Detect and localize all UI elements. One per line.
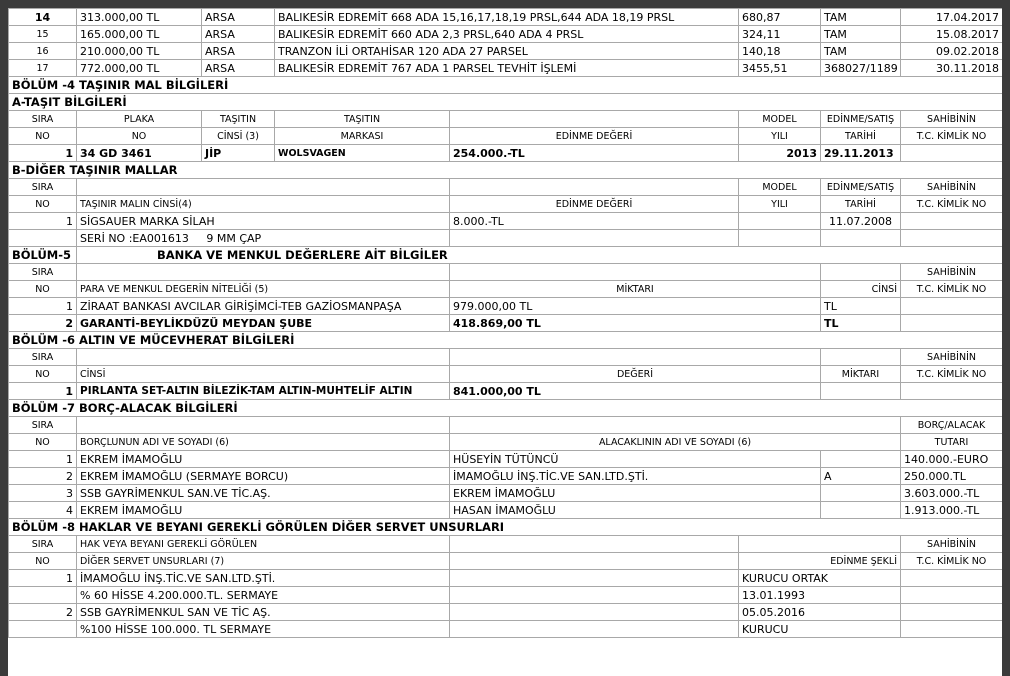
row-number: 17 bbox=[9, 60, 77, 77]
vehicle-row bbox=[9, 145, 1003, 162]
row-number: 2 bbox=[9, 468, 77, 485]
col-header-blank bbox=[450, 264, 821, 281]
col-header-no: NO bbox=[9, 366, 77, 383]
blank-cell bbox=[450, 230, 739, 247]
debt-mark: A bbox=[821, 468, 901, 485]
row-number: 2 bbox=[9, 315, 77, 332]
movable-tc bbox=[901, 213, 1002, 230]
vehicle-brand: WOLSVAGEN bbox=[275, 145, 450, 162]
subsection-title: B-DİĞER TAŞINIR MALLAR bbox=[9, 162, 1003, 179]
section-title: BÖLÜM -4 TAŞINIR MAL BİLGİLERİ bbox=[9, 77, 1003, 94]
rights-name: %100 HİSSE 100.000. TL SERMAYE bbox=[77, 621, 450, 638]
blank-cell bbox=[739, 230, 821, 247]
col-header-no: NO bbox=[9, 281, 77, 298]
rights-tc bbox=[901, 570, 1002, 587]
col-header-plaka-no: NO bbox=[77, 128, 202, 145]
debtor-name: EKREM İMAMOĞLU bbox=[77, 451, 450, 468]
gold-header-row-1 bbox=[9, 349, 1003, 366]
blank-cell bbox=[450, 621, 739, 638]
property-value: 313.000,00 TL bbox=[77, 9, 202, 26]
vehicle-plate: 34 GD 3461 bbox=[77, 145, 202, 162]
col-header-sahibinin: SAHİBİNİN bbox=[901, 264, 1002, 281]
property-value: 210.000,00 TL bbox=[77, 43, 202, 60]
col-header-blank bbox=[450, 553, 739, 570]
declaration-table bbox=[8, 8, 1002, 638]
movable-header-row-1 bbox=[9, 179, 1003, 196]
rights-header-row-2 bbox=[9, 553, 1003, 570]
col-header-blank bbox=[821, 349, 901, 366]
rights-header-row-1 bbox=[9, 536, 1003, 553]
property-type: ARSA bbox=[202, 26, 275, 43]
col-header-sira: SIRA bbox=[9, 264, 77, 281]
rights-how: KURUCU ORTAK bbox=[739, 570, 901, 587]
col-header-tarihi: TARİHİ bbox=[821, 196, 901, 213]
bank-tc bbox=[901, 315, 1002, 332]
section-title: BÖLÜM -8 HAKLAR VE BEYANI GEREKLİ GÖRÜLEN DİĞER SERVET UNSURLARI bbox=[9, 519, 1003, 536]
section-number: BÖLÜM-5 bbox=[9, 247, 77, 264]
col-header-model: MODEL bbox=[739, 179, 821, 196]
property-area: 140,18 bbox=[739, 43, 821, 60]
col-header-edinme-satis: EDİNME/SATIŞ bbox=[821, 179, 901, 196]
movable-serial bbox=[77, 230, 450, 247]
col-header-alacakli: ALACAKLININ ADI VE SOYADI (6) bbox=[450, 434, 901, 451]
row-number: 1 bbox=[9, 383, 77, 400]
col-header-edinme-satis: EDİNME/SATIŞ bbox=[821, 111, 901, 128]
debtor-name: EKREM İMAMOĞLU (SERMAYE BORCU) bbox=[77, 468, 450, 485]
col-header-sira: SIRA bbox=[9, 179, 77, 196]
col-header-sira: SIRA bbox=[9, 349, 77, 366]
gold-name: PIRLANTA SET-ALTIN BİLEZİK-TAM ALTIN-MUHTELİF ALTIN bbox=[77, 383, 450, 400]
section-header-8 bbox=[9, 519, 1003, 536]
col-header-cinsi: CİNSİ bbox=[821, 281, 901, 298]
col-header-yili: YILI bbox=[739, 128, 821, 145]
bank-header-row-2 bbox=[9, 281, 1003, 298]
row-number bbox=[9, 587, 77, 604]
section-header-5 bbox=[9, 247, 1003, 264]
section-header-6 bbox=[9, 332, 1003, 349]
col-header-sira: SIRA bbox=[9, 536, 77, 553]
debt-row bbox=[9, 468, 1003, 485]
creditor-name: İMAMOĞLU İNŞ.TİC.VE SAN.LTD.ŞTİ. bbox=[450, 468, 821, 485]
property-row bbox=[9, 43, 1003, 60]
blank-cell bbox=[450, 587, 739, 604]
col-header-blank bbox=[821, 264, 901, 281]
rights-row bbox=[9, 604, 1003, 621]
property-value: 772.000,00 TL bbox=[77, 60, 202, 77]
col-header-tc: T.C. KİMLİK NO bbox=[901, 196, 1002, 213]
col-header-no: NO bbox=[9, 553, 77, 570]
vehicle-tc bbox=[901, 145, 1002, 162]
bank-name: ZİRAAT BANKASI AVCILAR GİRİŞİMCİ-TEB GAZİOSMANPAŞA bbox=[77, 298, 450, 315]
col-header-tarihi: TARİHİ bbox=[821, 128, 901, 145]
row-number: 16 bbox=[9, 43, 77, 60]
vehicle-header-row-2 bbox=[9, 128, 1003, 145]
col-header-plaka: PLAKA bbox=[77, 111, 202, 128]
row-number bbox=[9, 621, 77, 638]
rights-how: 05.05.2016 bbox=[739, 604, 901, 621]
col-header-borclu: BORÇLUNUN ADI VE SOYADI (6) bbox=[77, 434, 450, 451]
rights-name: SSB GAYRİMENKUL SAN VE TİC AŞ. bbox=[77, 604, 450, 621]
row-number: 1 bbox=[9, 570, 77, 587]
movable-date: 11.07.2008 bbox=[821, 213, 901, 230]
blank-cell bbox=[901, 230, 1002, 247]
col-header-blank bbox=[450, 111, 739, 128]
row-number: 15 bbox=[9, 26, 77, 43]
rights-tc bbox=[901, 587, 1002, 604]
property-value: 165.000,00 TL bbox=[77, 26, 202, 43]
col-header-blank bbox=[77, 349, 450, 366]
property-row bbox=[9, 9, 1003, 26]
creditor-name: HASAN İMAMOĞLU bbox=[450, 502, 821, 519]
property-address: BALIKESİR EDREMİT 668 ADA 15,16,17,18,19 PRSL,644 ADA 18,19 PRSL bbox=[275, 9, 739, 26]
row-number bbox=[9, 230, 77, 247]
row-number: 1 bbox=[9, 213, 77, 230]
debt-mark bbox=[821, 451, 901, 468]
gold-header-row-2 bbox=[9, 366, 1003, 383]
property-share: TAM bbox=[821, 43, 901, 60]
debt-header-row-2 bbox=[9, 434, 1003, 451]
col-header-sahibinin: SAHİBİNİN bbox=[901, 349, 1002, 366]
col-header-blank bbox=[450, 349, 821, 366]
col-header-blank bbox=[77, 264, 450, 281]
vehicle-header-row-1 bbox=[9, 111, 1003, 128]
movable-year bbox=[739, 213, 821, 230]
subsection-title: A-TAŞIT BİLGİLERİ bbox=[9, 94, 1003, 111]
movable-value: 8.000.-TL bbox=[450, 213, 739, 230]
property-date: 17.04.2017 bbox=[901, 9, 1002, 26]
section-title: BÖLÜM -7 BORÇ-ALACAK BİLGİLERİ bbox=[9, 400, 1003, 417]
col-header-tasitin-markasi: TAŞITIN bbox=[275, 111, 450, 128]
creditor-name: HÜSEYİN TÜTÜNCÜ bbox=[450, 451, 821, 468]
property-address: BALIKESİR EDREMİT 767 ADA 1 PARSEL TEVHİT İŞLEMİ bbox=[275, 60, 739, 77]
row-number: 3 bbox=[9, 485, 77, 502]
debt-header-row-1 bbox=[9, 417, 1003, 434]
bank-amount: 979.000,00 TL bbox=[450, 298, 821, 315]
col-header-miktari: MİKTARI bbox=[821, 366, 901, 383]
rights-row bbox=[9, 621, 1003, 638]
property-share: TAM bbox=[821, 9, 901, 26]
property-date: 15.08.2017 bbox=[901, 26, 1002, 43]
rights-name: İMAMOĞLU İNŞ.TİC.VE SAN.LTD.ŞTİ. bbox=[77, 570, 450, 587]
col-header-borc-alacak: BORÇ/ALACAK bbox=[901, 417, 1002, 434]
row-number: 4 bbox=[9, 502, 77, 519]
row-number: 1 bbox=[9, 298, 77, 315]
col-header-blank bbox=[739, 536, 901, 553]
property-area: 680,87 bbox=[739, 9, 821, 26]
debtor-name: SSB GAYRİMENKUL SAN.VE TİC.AŞ. bbox=[77, 485, 450, 502]
rights-how: 13.01.1993 bbox=[739, 587, 901, 604]
col-header-hak: HAK VEYA BEYANI GEREKLİ GÖRÜLEN bbox=[77, 536, 450, 553]
row-number: 14 bbox=[9, 9, 77, 26]
creditor-name: EKREM İMAMOĞLU bbox=[450, 485, 821, 502]
col-header-blank bbox=[77, 417, 450, 434]
col-header-sira: SIRA bbox=[9, 417, 77, 434]
subsection-header-a bbox=[9, 94, 1003, 111]
bank-name: GARANTİ-BEYLİKDÜZÜ MEYDAN ŞUBE bbox=[77, 315, 450, 332]
gold-tc bbox=[901, 383, 1002, 400]
debt-amount: 3.603.000.-TL bbox=[901, 485, 1002, 502]
section-title: BÖLÜM -6 ALTIN VE MÜCEVHERAT BİLGİLERİ bbox=[9, 332, 1003, 349]
property-date: 09.02.2018 bbox=[901, 43, 1002, 60]
property-type: ARSA bbox=[202, 9, 275, 26]
debt-mark bbox=[821, 485, 901, 502]
debt-row bbox=[9, 451, 1003, 468]
col-header-edinme-sekli: EDİNME ŞEKLİ bbox=[739, 553, 901, 570]
rights-row bbox=[9, 587, 1003, 604]
section-header-7 bbox=[9, 400, 1003, 417]
debt-amount: 1.913.000.-TL bbox=[901, 502, 1002, 519]
property-row bbox=[9, 26, 1003, 43]
property-area: 3455,51 bbox=[739, 60, 821, 77]
col-header-cinsi: CİNSİ (3) bbox=[202, 128, 275, 145]
col-header-cinsi: CİNSİ bbox=[77, 366, 450, 383]
col-header-no: NO bbox=[9, 434, 77, 451]
debtor-name: EKREM İMAMOĞLU bbox=[77, 502, 450, 519]
gold-amount bbox=[821, 383, 901, 400]
col-header-para: PARA VE MENKUL DEGERİN NİTELİĞİ (5) bbox=[77, 281, 450, 298]
col-header-tc: T.C. KİMLİK NO bbox=[901, 553, 1002, 570]
serial-number: SERİ NO :EA001613 bbox=[80, 231, 189, 245]
col-header-tasinir: TAŞINIR MALIN CİNSİ(4) bbox=[77, 196, 450, 213]
col-header-blank bbox=[450, 536, 739, 553]
col-header-edinme-degeri: EDİNME DEĞERİ bbox=[450, 128, 739, 145]
property-address: TRANZON İLİ ORTAHİSAR 120 ADA 27 PARSEL bbox=[275, 43, 739, 60]
bank-tc bbox=[901, 298, 1002, 315]
col-header-model: MODEL bbox=[739, 111, 821, 128]
property-address: BALIKESİR EDREMİT 660 ADA 2,3 PRSL,640 ADA 4 PRSL bbox=[275, 26, 739, 43]
subsection-header-b bbox=[9, 162, 1003, 179]
col-header-no: NO bbox=[9, 128, 77, 145]
col-header-sahibinin: SAHİBİNİN bbox=[901, 179, 1002, 196]
col-header-miktari: MİKTARI bbox=[450, 281, 821, 298]
col-header-no: NO bbox=[9, 196, 77, 213]
col-header-blank bbox=[77, 179, 450, 196]
debt-row bbox=[9, 485, 1003, 502]
bank-currency: TL bbox=[821, 315, 901, 332]
col-header-edinme-degeri: EDİNME DEĞERİ bbox=[450, 196, 739, 213]
blank-cell bbox=[450, 604, 739, 621]
col-header-sahibinin: SAHİBİNİN bbox=[901, 111, 1002, 128]
property-area: 324,11 bbox=[739, 26, 821, 43]
col-header-tasitin: TAŞITIN bbox=[202, 111, 275, 128]
property-date: 30.11.2018 bbox=[901, 60, 1002, 77]
col-header-tutari: TUTARI bbox=[901, 434, 1002, 451]
col-header-sahibinin: SAHİBİNİN bbox=[901, 536, 1002, 553]
bank-row bbox=[9, 298, 1003, 315]
property-type: ARSA bbox=[202, 43, 275, 60]
gold-value: 841.000,00 TL bbox=[450, 383, 821, 400]
rights-tc bbox=[901, 621, 1002, 638]
debt-amount: 140.000.-EURO bbox=[901, 451, 1002, 468]
caliber: 9 MM ÇAP bbox=[206, 231, 262, 245]
vehicle-year: 2013 bbox=[739, 145, 821, 162]
bank-header-row-1 bbox=[9, 264, 1003, 281]
col-header-tc: T.C. KİMLİK NO bbox=[901, 281, 1002, 298]
debt-amount: 250.000.TL bbox=[901, 468, 1002, 485]
vehicle-value: 254.000.-TL bbox=[450, 145, 739, 162]
rights-how: KURUCU bbox=[739, 621, 901, 638]
bank-amount: 418.869,00 TL bbox=[450, 315, 821, 332]
debt-mark bbox=[821, 502, 901, 519]
blank-cell bbox=[450, 570, 739, 587]
property-row bbox=[9, 60, 1003, 77]
section-title: BANKA VE MENKUL DEĞERLERE AİT BİLGİLER bbox=[77, 247, 1003, 264]
rights-tc bbox=[901, 604, 1002, 621]
rights-row bbox=[9, 570, 1003, 587]
col-header-sira: SIRA bbox=[9, 111, 77, 128]
col-header-tc: T.C. KİMLİK NO bbox=[901, 128, 1002, 145]
movable-name: SİGSAUER MARKA SİLAH bbox=[77, 213, 450, 230]
row-number: 1 bbox=[9, 451, 77, 468]
vehicle-date: 29.11.2013 bbox=[821, 145, 901, 162]
property-share: TAM bbox=[821, 26, 901, 43]
rights-name: % 60 HİSSE 4.200.000.TL. SERMAYE bbox=[77, 587, 450, 604]
col-header-yili: YILI bbox=[739, 196, 821, 213]
asset-declaration-document bbox=[8, 8, 1002, 676]
bank-row bbox=[9, 315, 1003, 332]
gold-row bbox=[9, 383, 1003, 400]
movable-detail-row bbox=[9, 230, 1003, 247]
col-header-blank bbox=[450, 417, 901, 434]
property-type: ARSA bbox=[202, 60, 275, 77]
property-share: 368027/1189 bbox=[821, 60, 901, 77]
col-header-tc: T.C. KİMLİK NO bbox=[901, 366, 1002, 383]
debt-row bbox=[9, 502, 1003, 519]
blank-cell bbox=[821, 230, 901, 247]
col-header-markasi: MARKASI bbox=[275, 128, 450, 145]
vehicle-kind: JİP bbox=[202, 145, 275, 162]
bank-currency: TL bbox=[821, 298, 901, 315]
movable-header-row-2 bbox=[9, 196, 1003, 213]
col-header-degeri: DEĞERİ bbox=[450, 366, 821, 383]
col-header-servet: DİĞER SERVET UNSURLARI (7) bbox=[77, 553, 450, 570]
movable-row bbox=[9, 213, 1003, 230]
section-header-4 bbox=[9, 77, 1003, 94]
col-header-blank bbox=[450, 179, 739, 196]
row-number: 2 bbox=[9, 604, 77, 621]
row-number: 1 bbox=[9, 145, 77, 162]
